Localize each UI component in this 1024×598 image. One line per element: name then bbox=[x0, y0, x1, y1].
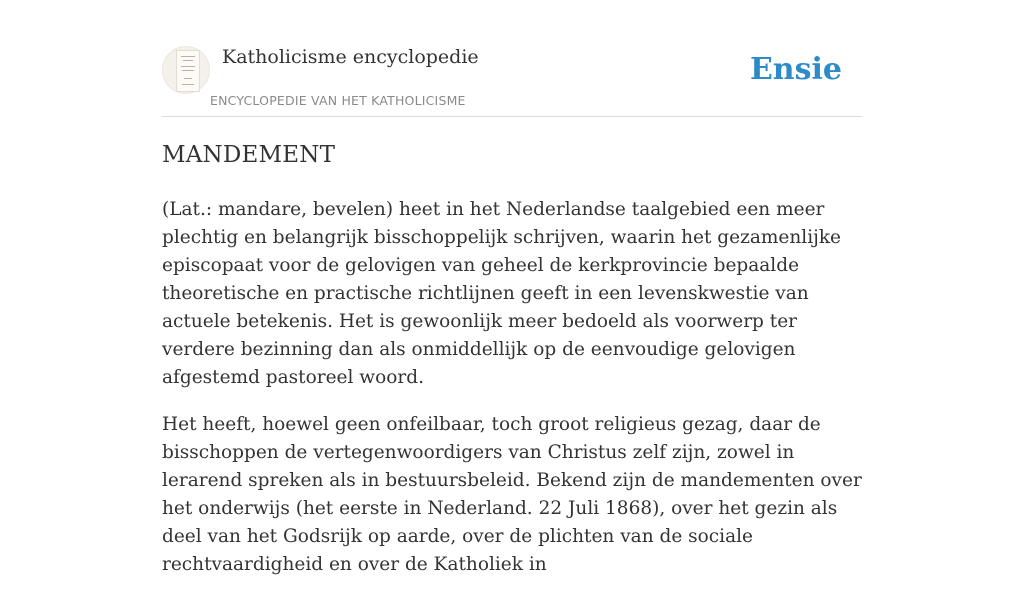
ensie-logo-link[interactable]: Ensie bbox=[749, 52, 842, 87]
article-paragraph: Het heeft, hoewel geen onfeilbaar, toch groot religieus gezag, daar de bisschoppen de vertegenwoordigers van Christus zelf zijn, zowel in lerarend spreken als in bestuursbeleid. Bekend zijn de mandementen over het onderwijs (het eerste in Nederland. 22 Juli 1868), over het gezin als deel van het Godsrijk op aarde, over de plichten van de sociale rechtvaardigheid en over de Katholiek in bbox=[162, 414, 862, 575]
article-title: MANDEMENT bbox=[162, 142, 336, 168]
article bbox=[162, 140, 866, 598]
site-header bbox=[162, 40, 862, 117]
cover-page-graphic bbox=[176, 50, 200, 92]
encyclopedia-cover-thumbnail[interactable] bbox=[162, 46, 210, 94]
encyclopedia-subtitle: ENCYCLOPEDIE VAN HET KATHOLICISME bbox=[210, 93, 466, 108]
encyclopedia-title[interactable]: Katholicisme encyclopedie bbox=[222, 46, 479, 68]
article-paragraph: (Lat.: mandare, bevelen) heet in het Nederlandse taalgebied een meer plechtig en belangrijk bisschoppelijk schrijven, waarin het gezamenlijke episcopaat voor de gelovigen van geheel de kerkprovincie bepaalde theoretische en practische richtlijnen geeft in een levenskwestie van actuele betekenis. Het is gewoonlijk meer bedoeld als voorwerp ter verdere bezinning dan als onmiddellijk op de eenvoudige gelovigen afgestemd pastoreel woord. bbox=[162, 199, 842, 388]
